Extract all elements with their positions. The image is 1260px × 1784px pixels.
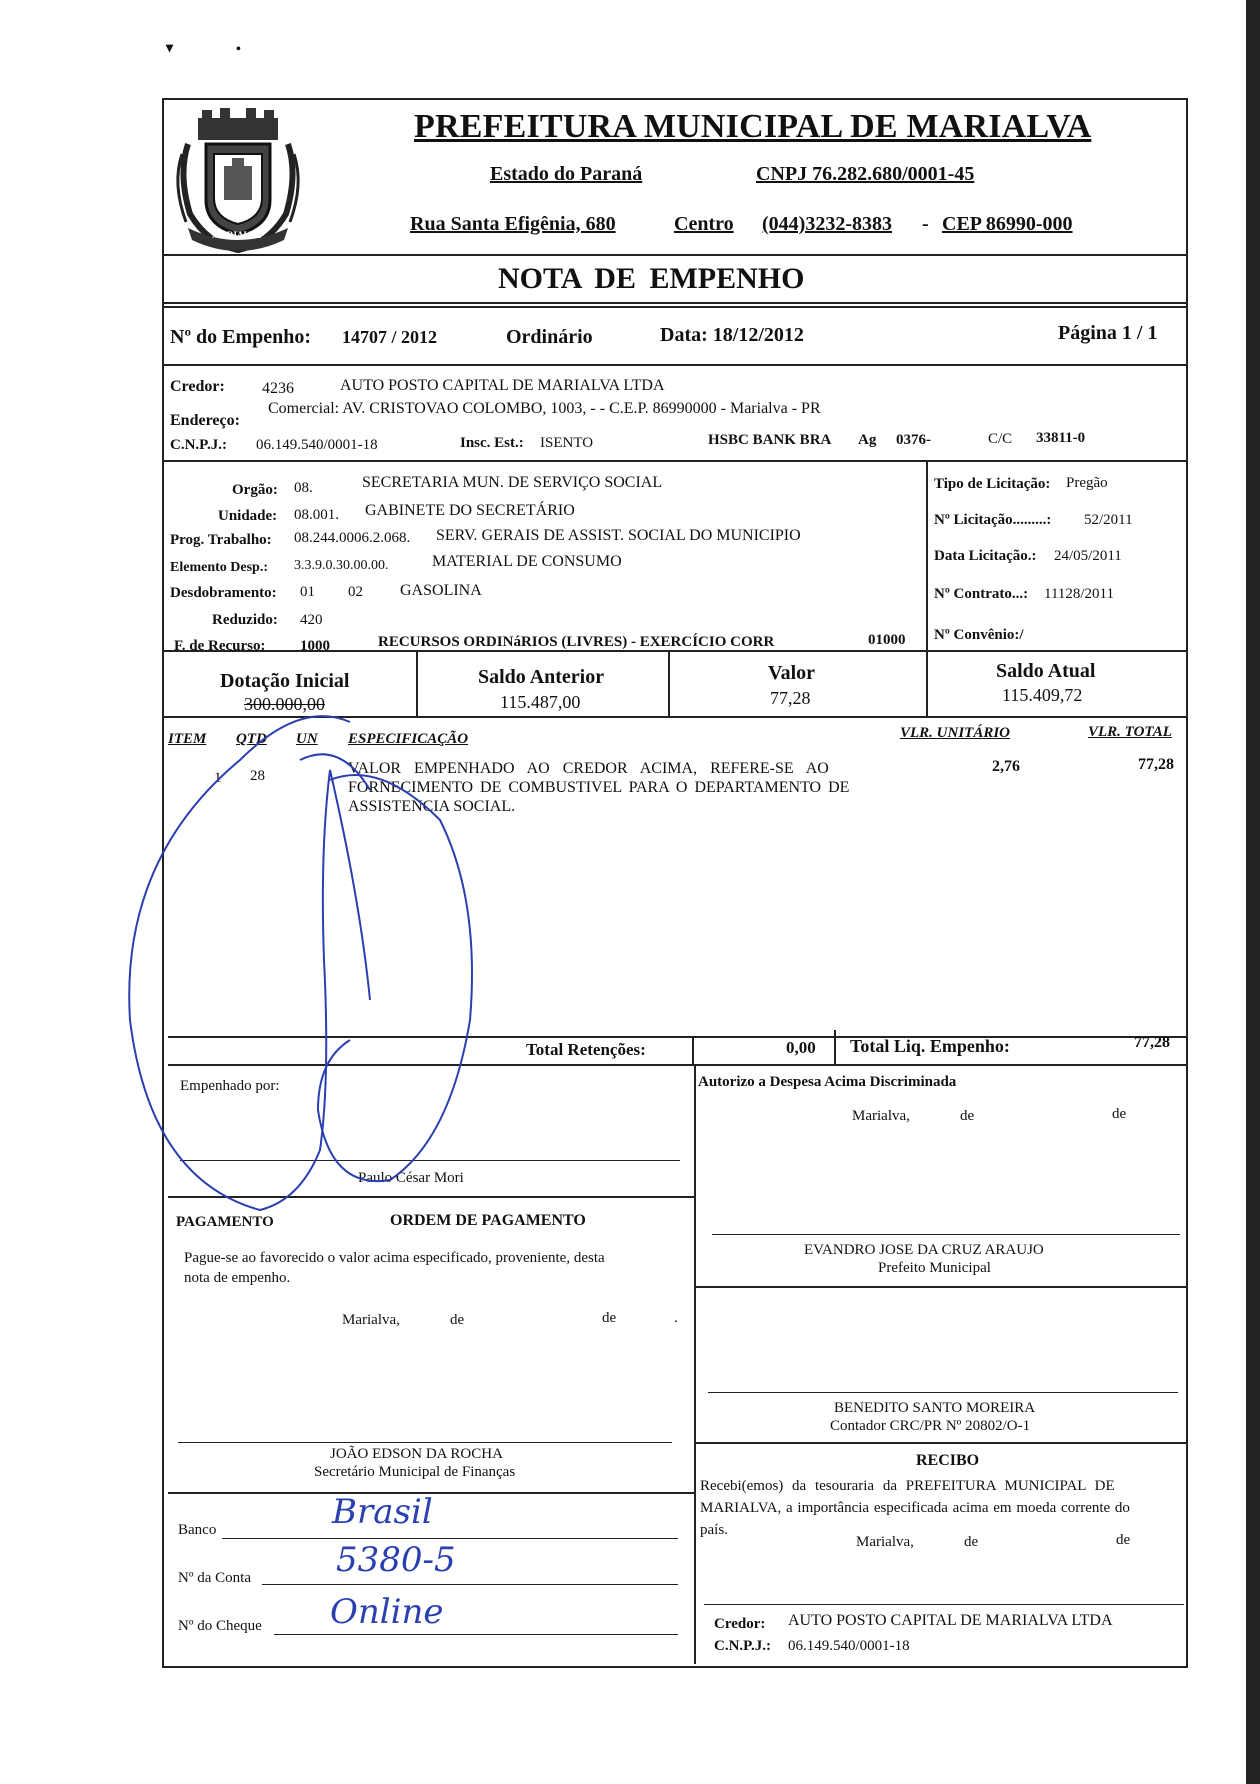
contador-title: Contador CRC/PR Nº 20802/O-1 — [830, 1418, 1031, 1434]
footer-credor-name: AUTO POSTO CAPITAL DE MARIALVA LTDA — [788, 1612, 1113, 1629]
convenio-label: Nº Convênio:/ — [934, 627, 1024, 643]
saldo-atual-value: 115.409,72 — [1002, 685, 1083, 705]
seal-text: MARIALVA — [212, 230, 261, 240]
col-vlr-total: VLR. TOTAL — [1088, 724, 1172, 740]
credor-bank: HSBC BANK BRA — [708, 432, 832, 448]
cnpj-label: C.N.P.J.: — [170, 437, 227, 453]
stray-mark: • — [236, 42, 241, 57]
reduzido-label: Reduzido: — [212, 612, 278, 628]
total-retencoes-label: Total Retenções: — [526, 1040, 646, 1059]
ag-label: Ag — [858, 432, 877, 448]
autorizo-label: Autorizo a Despesa Acima Discriminada — [698, 1074, 957, 1090]
footer-cnpj-label: C.N.P.J.: — [714, 1638, 771, 1654]
row-desc-line2: FORNECIMENTO DE COMBUSTIVEL PARA O DEPARTAMENTO DE — [348, 779, 850, 796]
recurso-name: RECURSOS ORDINáRIOS (LIVRES) - EXERCÍCIO CORR — [378, 634, 775, 650]
autorizo-de1: de — [960, 1108, 975, 1124]
recibo-de2: de — [1116, 1532, 1131, 1548]
elem-name: MATERIAL DE CONSUMO — [432, 553, 622, 570]
recibo-label: RECIBO — [916, 1452, 980, 1469]
credor-endereco: Comercial: AV. CRISTOVAO COLOMBO, 1003, - - C.E.P. 86990000 - Marialva - PR — [268, 400, 821, 417]
valor-label: Valor — [768, 662, 816, 684]
recibo-de1: de — [964, 1534, 979, 1550]
header-cep: CEP 86990-000 — [942, 213, 1073, 235]
pagamento-dot: . — [674, 1310, 678, 1326]
col-un: UN — [296, 731, 318, 747]
cheque-label: Nº do Cheque — [178, 1618, 262, 1634]
empenho-label: Nº do Empenho: — [170, 326, 312, 348]
estado: Estado do Paraná — [490, 163, 643, 185]
elem-code: 3.3.9.0.30.00.00. — [294, 558, 389, 573]
row-qtd: 28 — [250, 768, 265, 784]
page-edge — [1246, 0, 1260, 1784]
cheque-value: Online — [330, 1592, 444, 1632]
conta-value: 5380-5 — [336, 1540, 456, 1580]
tipo-licitacao-value: Pregão — [1066, 475, 1108, 491]
col-item: ITEM — [168, 731, 207, 747]
total-liq-label: Total Liq. Empenho: — [850, 1036, 1010, 1056]
prog-name: SERV. GERAIS DE ASSIST. SOCIAL DO MUNICIPIO — [436, 527, 801, 544]
autorizo-marialva: Marialva, — [852, 1108, 910, 1124]
prefeito-name: EVANDRO JOSE DA CRUZ ARAUJO — [804, 1242, 1044, 1258]
total-retencoes-value: 0,00 — [786, 1038, 816, 1057]
desdob-a: 01 — [300, 584, 315, 600]
credor-cc: 33811-0 — [1036, 430, 1086, 446]
ordem-pagamento-label: ORDEM DE PAGAMENTO — [390, 1212, 586, 1229]
pagamento-de2: de — [602, 1310, 617, 1326]
col-especificacao: ESPECIFICAÇÃO — [348, 731, 469, 747]
num-licitacao-value: 52/2011 — [1084, 512, 1133, 528]
recibo-text3: país. — [700, 1522, 728, 1538]
row-unit: 2,76 — [992, 758, 1020, 775]
row-item: 1 — [214, 770, 222, 786]
cc-label: C/C — [988, 431, 1013, 447]
secretario-title: Secretário Municipal de Finanças — [314, 1464, 516, 1480]
contrato-label: Nº Contrato...: — [934, 586, 1029, 602]
credor-code: 4236 — [262, 380, 294, 397]
header-address: Rua Santa Efigênia, 680 — [410, 213, 616, 235]
saldo-anterior-value: 115.487,00 — [500, 692, 581, 712]
conta-label: Nº da Conta — [178, 1570, 251, 1586]
tipo-licitacao-label: Tipo de Licitação: — [934, 476, 1051, 492]
credor-name: AUTO POSTO CAPITAL DE MARIALVA LTDA — [340, 377, 665, 394]
desdob-label: Desdobramento: — [170, 585, 277, 601]
credor-label: Credor: — [170, 378, 225, 395]
orgao-code: 08. — [294, 480, 313, 496]
empenhado-label: Empenhado por: — [180, 1078, 280, 1094]
row-desc-line3: ASSISTENCIA SOCIAL. — [348, 798, 516, 815]
saldo-atual-label: Saldo Atual — [996, 660, 1096, 682]
elem-label: Elemento Desp.: — [170, 560, 268, 575]
unidade-name: GABINETE DO SECRETÁRIO — [365, 502, 575, 519]
municipal-seal — [168, 104, 308, 256]
recurso-code: 1000 — [300, 638, 330, 654]
row-desc-line1: VALOR EMPENHADO AO CREDOR ACIMA, REFERE-SE AO — [348, 760, 829, 777]
doc-title: NOTA DE EMPENHO — [498, 262, 805, 295]
page-number: Página 1 / 1 — [1058, 322, 1158, 344]
dotacao-inicial-label: Dotação Inicial — [220, 670, 350, 692]
header-cnpj: CNPJ 76.282.680/0001-45 — [756, 163, 975, 185]
recibo-marialva: Marialva, — [856, 1534, 914, 1550]
data-licitacao-value: 24/05/2011 — [1054, 548, 1122, 564]
prog-label: Prog. Trabalho: — [170, 532, 272, 548]
header-sep: - — [922, 213, 929, 235]
endereco-label: Endereço: — [170, 412, 240, 429]
footer-credor-label: Credor: — [714, 1616, 766, 1632]
insc-label: Insc. Est.: — [460, 435, 524, 451]
banco-label: Banco — [178, 1522, 217, 1538]
unidade-code: 08.001. — [294, 507, 339, 523]
num-licitacao-label: Nº Licitação.........: — [934, 512, 1052, 528]
prefeito-title: Prefeito Municipal — [878, 1260, 991, 1276]
banco-value: Brasil — [332, 1492, 433, 1532]
page-title: PREFEITURA MUNICIPAL DE MARIALVA — [414, 108, 1092, 145]
credor-insc: ISENTO — [540, 435, 594, 451]
stray-mark: ▾ — [166, 41, 174, 56]
saldo-anterior-label: Saldo Anterior — [478, 666, 605, 688]
header-phone: (044)3232-8383 — [762, 213, 892, 235]
empenho-date: Data: 18/12/2012 — [660, 324, 804, 346]
pagamento-text1: Pague-se ao favorecido o valor acima especificado, proveniente, desta — [184, 1250, 605, 1266]
recurso-label: F. de Recurso: — [174, 638, 266, 654]
unidade-label: Unidade: — [218, 508, 278, 524]
pagamento-text2: nota de empenho. — [184, 1270, 291, 1286]
secretario-name: JOÃO EDSON DA ROCHA — [330, 1446, 503, 1462]
header-centro: Centro — [674, 213, 734, 235]
footer-cnpj: 06.149.540/0001-18 — [788, 1638, 910, 1654]
total-liq-value: 77,28 — [1134, 1034, 1170, 1051]
contador-name: BENEDITO SANTO MOREIRA — [834, 1400, 1036, 1416]
orgao-label: Orgão: — [232, 482, 278, 498]
col-qtd: QTD — [236, 731, 267, 747]
reduzido-value: 420 — [300, 612, 323, 628]
valor-value: 77,28 — [770, 688, 811, 708]
desdob-b: 02 — [348, 584, 363, 600]
dotacao-inicial-value: 300.000,00 — [244, 694, 325, 714]
empenho-type: Ordinário — [506, 326, 593, 348]
empenhado-name: Paulo César Mori — [358, 1170, 464, 1186]
empenho-number: 14707 / 2012 — [342, 327, 438, 347]
prog-code: 08.244.0006.2.068. — [294, 530, 411, 546]
recibo-text1: Recebi(emos) da tesouraria da PREFEITURA MUNICIPAL DE — [700, 1478, 1115, 1494]
autorizo-de2: de — [1112, 1106, 1127, 1122]
credor-ag: 0376- — [896, 432, 931, 448]
pagamento-marialva: Marialva, — [342, 1312, 400, 1328]
pagamento-label: PAGAMENTO — [176, 1214, 274, 1230]
recibo-text2: MARIALVA, a importância especificada acima em moeda corrente do — [700, 1500, 1130, 1516]
contrato-value: 11128/2011 — [1044, 586, 1114, 602]
recurso-num: 01000 — [868, 632, 906, 648]
orgao-name: SECRETARIA MUN. DE SERVIÇO SOCIAL — [362, 474, 663, 491]
pagamento-de1: de — [450, 1312, 465, 1328]
data-licitacao-label: Data Licitação.: — [934, 548, 1037, 564]
col-vlr-unitario: VLR. UNITÁRIO — [900, 725, 1011, 741]
desdob-name: GASOLINA — [400, 582, 482, 599]
row-total: 77,28 — [1138, 756, 1174, 773]
credor-cnpj: 06.149.540/0001-18 — [256, 437, 378, 453]
